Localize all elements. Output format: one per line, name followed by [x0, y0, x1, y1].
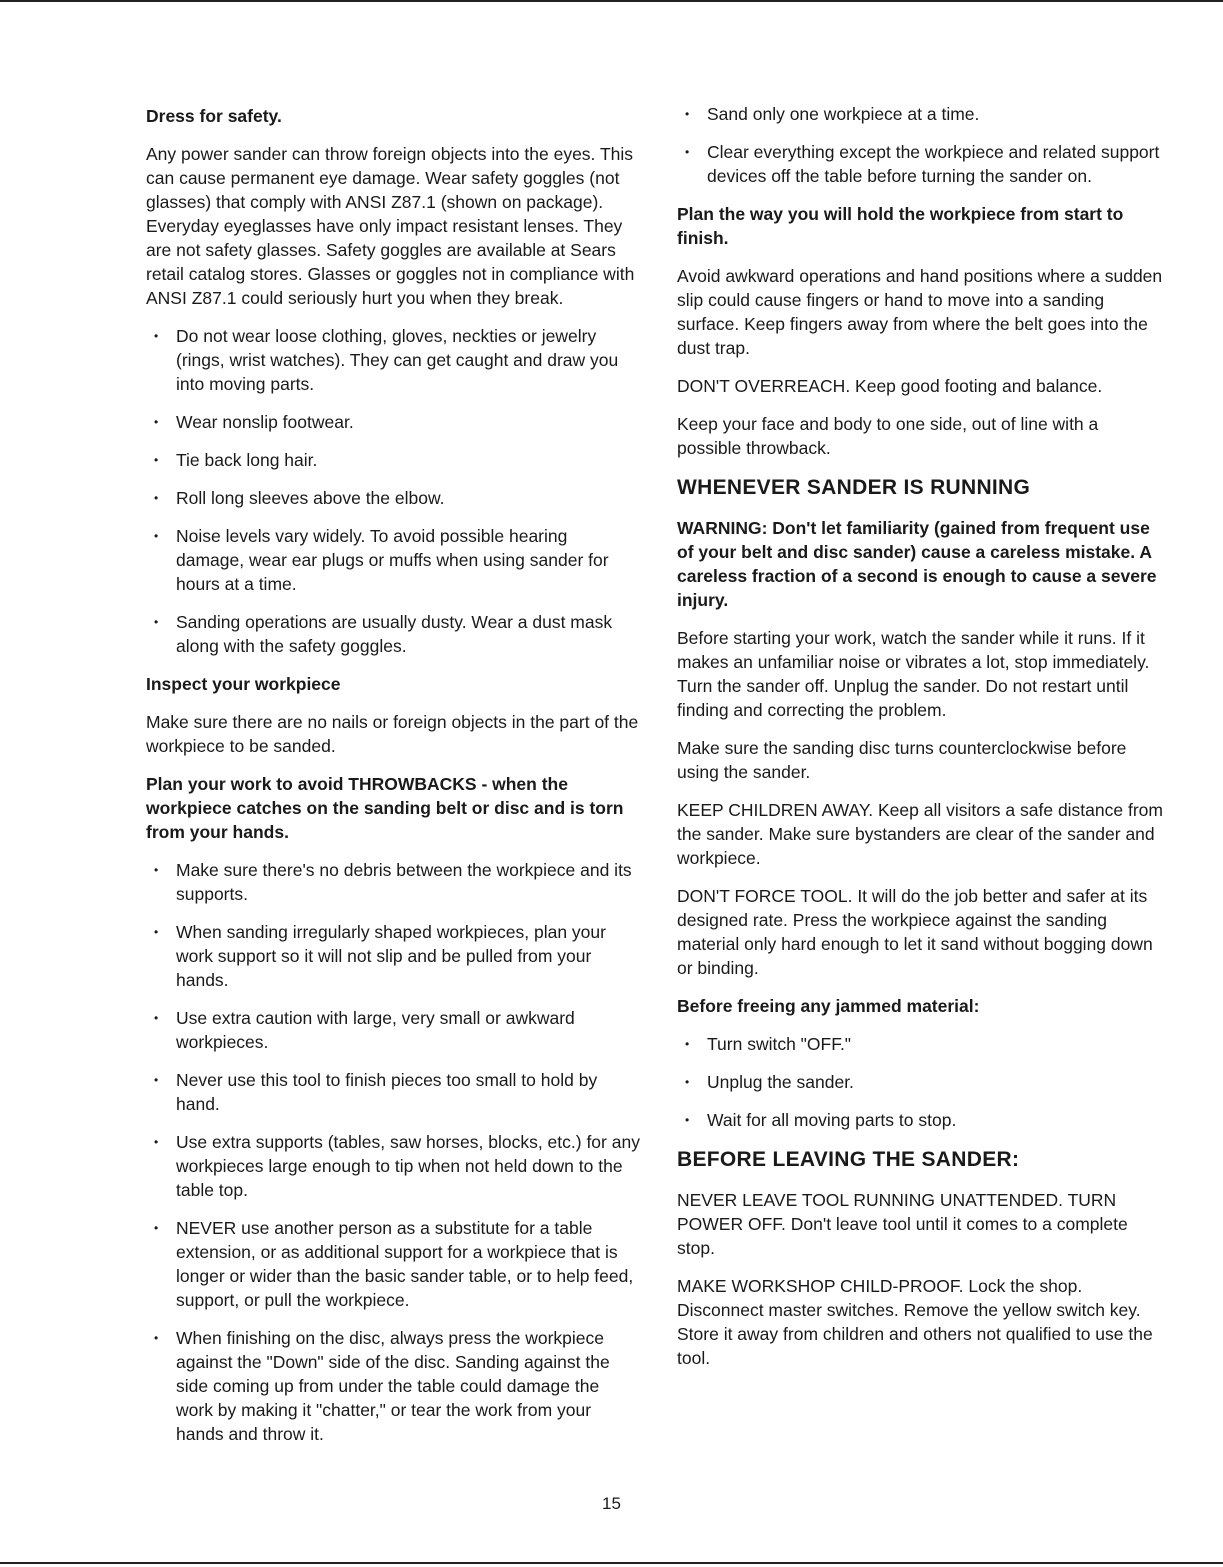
list-item: • Unplug the sander. [677, 1070, 1165, 1094]
list-item: • Noise levels vary widely. To avoid possible hearing damage, wear ear plugs or muffs when using sander for hours at a time. [146, 524, 640, 596]
running-paragraph-1: Before starting your work, watch the sander while it runs. If it makes an unfamiliar noise or vibrates a lot, stop immediately. Turn the sander off. Unplug the sander. Do not restart until finding and correcting the problem. [677, 628, 1150, 720]
list-item: • Use extra caution with large, very small or awkward workpieces. [146, 1006, 640, 1054]
throwbacks-bullet-list [146, 858, 640, 1446]
list-item: • Make sure there's no debris between the workpiece and its supports. [146, 858, 640, 906]
page-number: 15 [602, 1494, 621, 1513]
running-paragraph-2: Make sure the sanding disc turns counterclockwise before using the sander. [677, 738, 1127, 782]
inspect-workpiece-paragraph: Make sure there are no nails or foreign objects in the part of the workpiece to be sanded. [146, 712, 639, 756]
leaving-paragraph-1: NEVER LEAVE TOOL RUNNING UNATTENDED. TURN POWER OFF. Don't leave tool until it comes to a complete stop. [677, 1190, 1128, 1258]
list-item: • When finishing on the disc, always press the workpiece against the "Down" side of the disc. Sanding against the side coming up from under the table could damage the work by making it "chatter," or tear the work from your hands and throw it. [146, 1326, 640, 1446]
list-item: • Tie back long hair. [146, 448, 640, 472]
hold-paragraph-1: Avoid awkward operations and hand positions where a sudden slip could cause fingers or hand to move into a sanding surface. Keep fingers away from where the belt goes into the dust trap. [677, 266, 1163, 358]
list-item: • Use extra supports (tables, saw horses, blocks, etc.) for any workpieces large enough to tip when not held down to the table top. [146, 1130, 640, 1202]
list-item: • When sanding irregularly shaped workpieces, plan your work support so it will not slip and be pulled from your hands. [146, 920, 640, 992]
dress-for-safety-heading: Dress for safety. [146, 106, 282, 126]
hold-workpiece-heading: Plan the way you will hold the workpiece from start to finish. [677, 204, 1124, 248]
dress-for-safety-paragraph: Any power sander can throw foreign objects into the eyes. This can cause permanent eye damage. Wear safety goggles (not glasses) that comply with ANSI Z87.1 (shown on package). Everyday eyeglasses have only impact resistant lenses. They are not safety glasses. Safety goggles are available at Sears retail catalog stores. Glasses or goggles not in compliance with ANSI Z87.1 could seriously hurt you when they break. [146, 144, 635, 308]
running-paragraph-4: DON'T FORCE TOOL. It will do the job better and safer at its designed rate. Press the workpiece against the sanding material only hard enough to let it sand without bogging down or binding. [677, 886, 1153, 978]
left-column [146, 104, 640, 1460]
hold-paragraph-3: Keep your face and body to one side, out of line with a possible throwback. [677, 414, 1099, 458]
running-paragraph-3: KEEP CHILDREN AWAY. Keep all visitors a safe distance from the sander. Make sure bystanders are clear of the sander and workpiece. [677, 800, 1163, 868]
jammed-bullet-list [677, 1032, 1165, 1132]
bottom-border-line [0, 1562, 1223, 1564]
list-item: • Roll long sleeves above the elbow. [146, 486, 640, 510]
list-item: • Do not wear loose clothing, gloves, neckties or jewelry (rings, wrist watches). They can get caught and draw you into moving parts. [146, 324, 640, 396]
list-item: • NEVER use another person as a substitute for a table extension, or as additional support for a workpiece that is longer or wider than the basic sander table, or to help feed, support, or pull the workpiece. [146, 1216, 640, 1312]
sander-running-heading: WHENEVER SANDER IS RUNNING [677, 476, 1031, 499]
dress-bullet-list [146, 324, 640, 658]
jammed-material-heading: Before freeing any jammed material: [677, 996, 980, 1016]
leaving-paragraph-2: MAKE WORKSHOP CHILD-PROOF. Lock the shop. Disconnect master switches. Remove the yellow switch key. Store it away from children and others not qualified to use the tool. [677, 1276, 1153, 1368]
list-item: • Sand only one workpiece at a time. [677, 102, 1165, 126]
list-item: • Clear everything except the workpiece and related support devices off the table before turning the sander on. [677, 140, 1165, 188]
list-item: • Sanding operations are usually dusty. Wear a dust mask along with the safety goggles. [146, 610, 640, 658]
list-item: • Turn switch "OFF." [677, 1032, 1165, 1056]
list-item: • Never use this tool to finish pieces too small to hold by hand. [146, 1068, 640, 1116]
before-leaving-heading: BEFORE LEAVING THE SANDER: [677, 1148, 1020, 1171]
hold-paragraph-2: DON'T OVERREACH. Keep good footing and balance. [677, 376, 1103, 396]
right-column [677, 102, 1165, 1384]
top-border-line [0, 0, 1223, 2]
list-item: • Wait for all moving parts to stop. [677, 1108, 1165, 1132]
throwbacks-heading: Plan your work to avoid THROWBACKS - when the workpiece catches on the sanding belt or disc and is torn from your hands. [146, 774, 624, 842]
inspect-workpiece-heading: Inspect your workpiece [146, 674, 341, 694]
warning-text: WARNING: Don't let familiarity (gained from frequent use of your belt and disc sander) cause a careless mistake. A careless fraction of a second is enough to cause a severe injury. [677, 518, 1157, 610]
list-item: • Wear nonslip footwear. [146, 410, 640, 434]
top-bullet-list [677, 102, 1165, 188]
